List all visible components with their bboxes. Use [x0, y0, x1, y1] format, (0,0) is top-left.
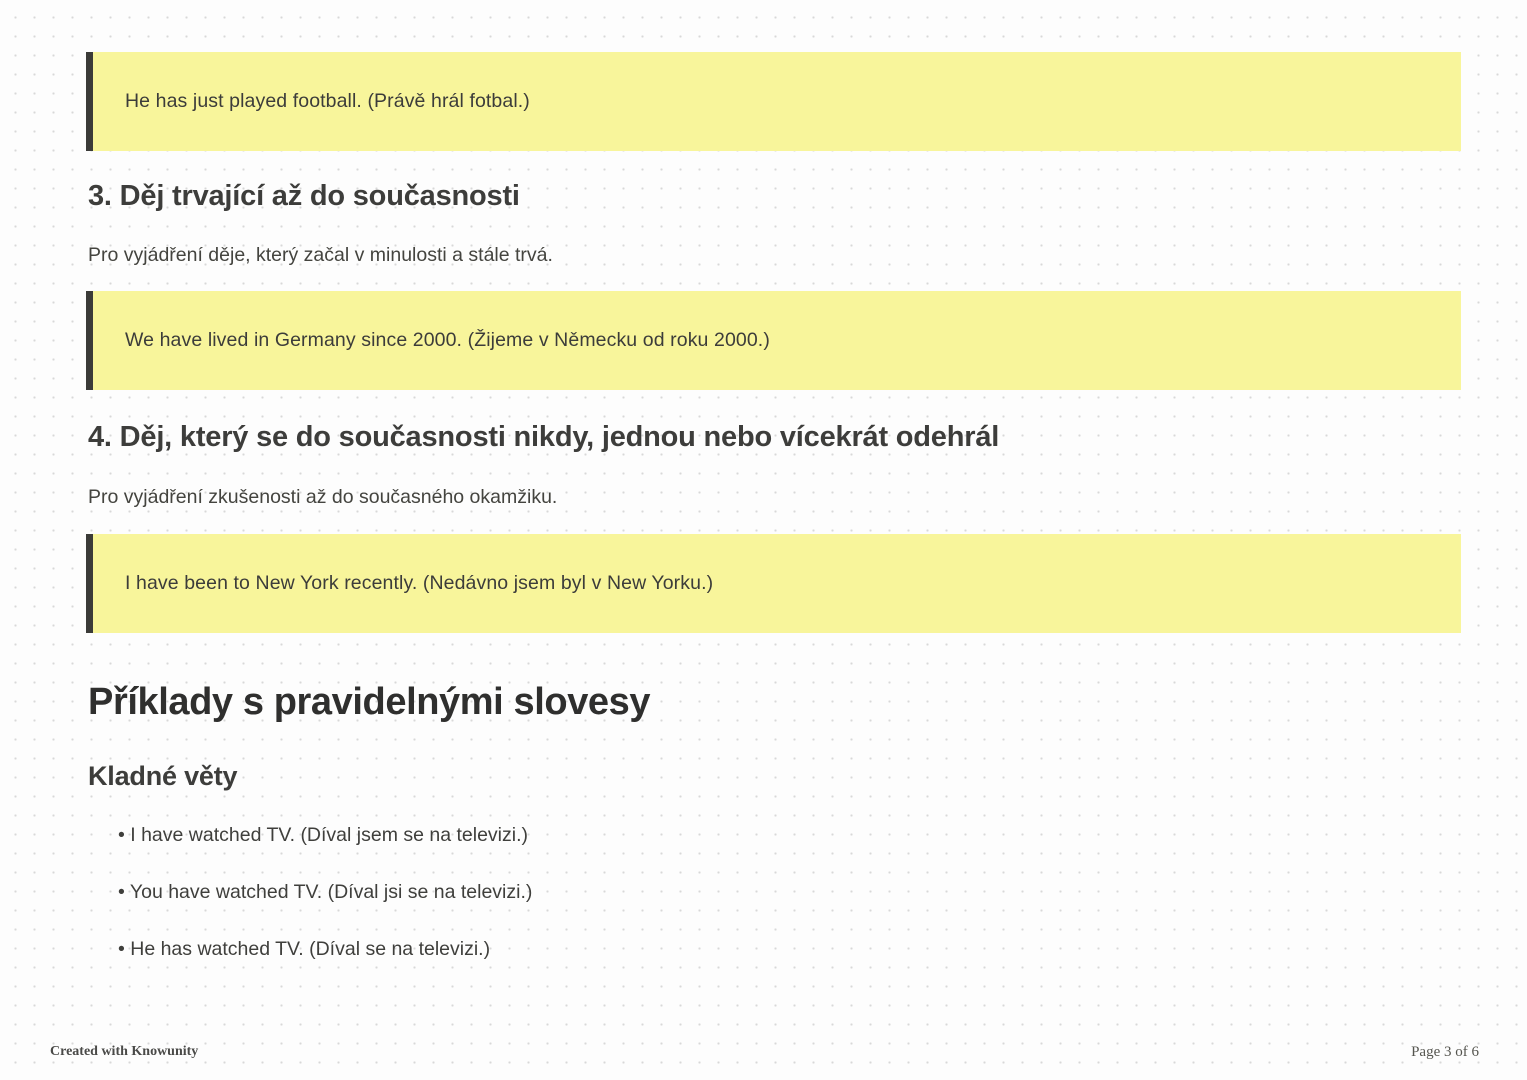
section-heading-4: 4. Děj, který se do současnosti nikdy, jednou nebo vícekrát odehrál	[88, 421, 1000, 453]
quote-text: We have lived in Germany since 2000. (Žijeme v Německu od roku 2000.)	[125, 329, 770, 351]
list-item: • You have watched TV. (Díval jsi se na televizi.)	[118, 881, 533, 903]
section-paragraph-3: Pro vyjádření děje, který začal v minulosti a stále trvá.	[88, 244, 553, 266]
list-item: • He has watched TV. (Díval se na televizi.)	[118, 938, 491, 960]
quote-text: I have been to New York recently. (Nedávno jsem byl v New Yorku.)	[125, 572, 714, 594]
section-heading-3: 3. Děj trvající až do současnosti	[88, 180, 520, 212]
page-title: Příklady s pravidelnými slovesy	[88, 681, 651, 723]
section-paragraph-4: Pro vyjádření zkušenosti až do současného okamžiku.	[88, 486, 558, 508]
footer-page-indicator: Page 3 of 6	[1411, 1044, 1479, 1060]
list-item: • I have watched TV. (Díval jsem se na televizi.)	[118, 824, 529, 846]
subsection-heading: Kladné věty	[88, 761, 238, 791]
footer-attribution: Created with Knowunity	[50, 1044, 199, 1059]
quote-text: He has just played football. (Právě hrál fotbal.)	[125, 90, 530, 112]
example-quote-block	[86, 534, 1461, 633]
example-quote-block	[86, 291, 1461, 390]
example-quote-block	[86, 52, 1461, 151]
